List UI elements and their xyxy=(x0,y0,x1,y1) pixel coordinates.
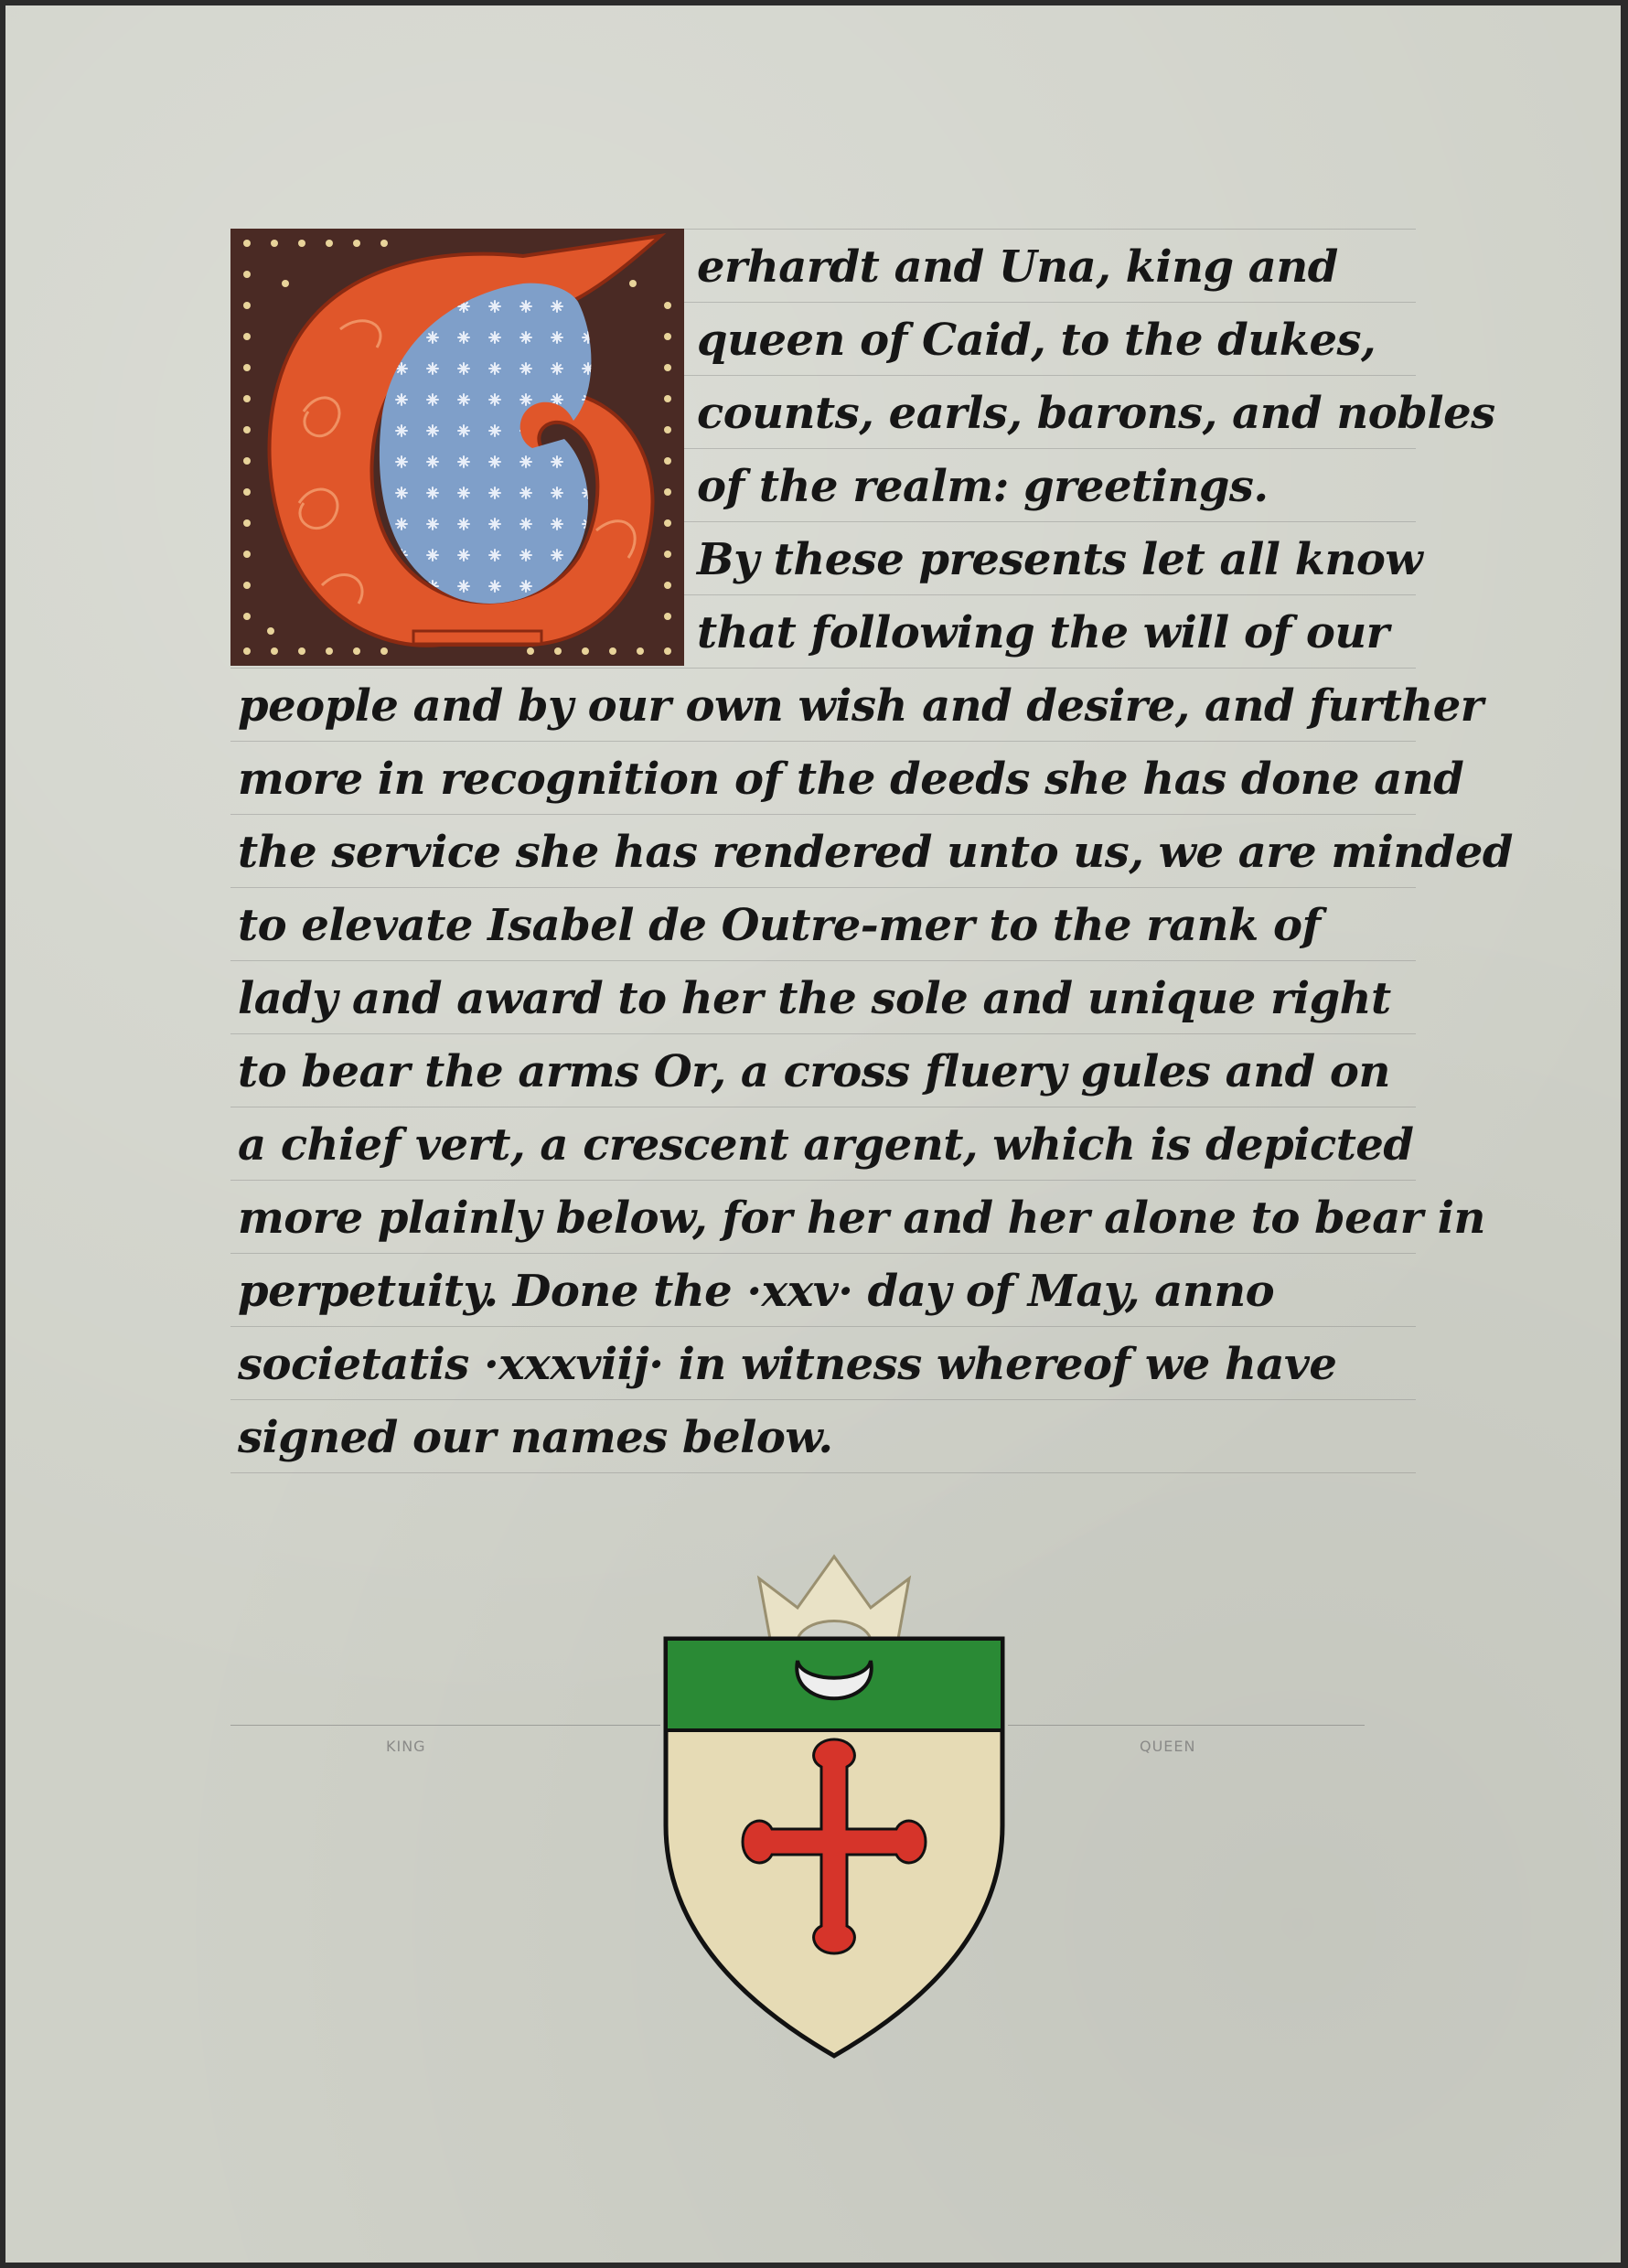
text-line-7: people and by our own wish and desire, and further xyxy=(238,680,1483,732)
text-line-11: lady and award to her the sole and unique right xyxy=(238,973,1391,1024)
text-line-2: queen of Caid, to the dukes, xyxy=(697,315,1376,366)
text-line-8: more in recognition of the deeds she has done and xyxy=(238,754,1464,805)
text-line-4: of the realm: greetings. xyxy=(697,461,1269,512)
crown-icon xyxy=(759,1557,909,1639)
text-line-10: to elevate Isabel de Outre-mer to the rank of xyxy=(238,900,1321,951)
queen-signature-line xyxy=(1008,1725,1365,1726)
scroll-page xyxy=(5,5,1621,2263)
text-line-9: the service she has rendered unto us, we are minded xyxy=(238,827,1513,878)
king-signature-line xyxy=(230,1725,660,1726)
text-line-1: erhardt and Una, king and xyxy=(697,241,1338,293)
text-line-15: perpetuity. Done the ·xxv· day of May, anno xyxy=(238,1266,1275,1317)
text-line-14: more plainly below, for her and her alone to bear in xyxy=(238,1193,1485,1244)
text-line-6: that following the will of our xyxy=(697,607,1389,658)
text-line-13: a chief vert, a crescent argent, which is depicted xyxy=(238,1119,1414,1171)
text-line-3: counts, earls, barons, and nobles xyxy=(697,388,1495,439)
award-text-block xyxy=(230,229,1513,1509)
text-line-5: By these presents let all know xyxy=(697,534,1423,585)
arms-display xyxy=(660,1551,1008,2063)
text-line-16: societatis ·xxxviij· in witness whereof we have xyxy=(238,1339,1337,1390)
text-line-17: signed our names below. xyxy=(238,1412,833,1463)
king-label: KING xyxy=(386,1738,426,1755)
queen-label: QUEEN xyxy=(1140,1738,1196,1755)
text-line-12: to bear the arms Or, a cross fluery gules and on xyxy=(238,1046,1390,1097)
illuminated-initial-g xyxy=(230,229,684,666)
